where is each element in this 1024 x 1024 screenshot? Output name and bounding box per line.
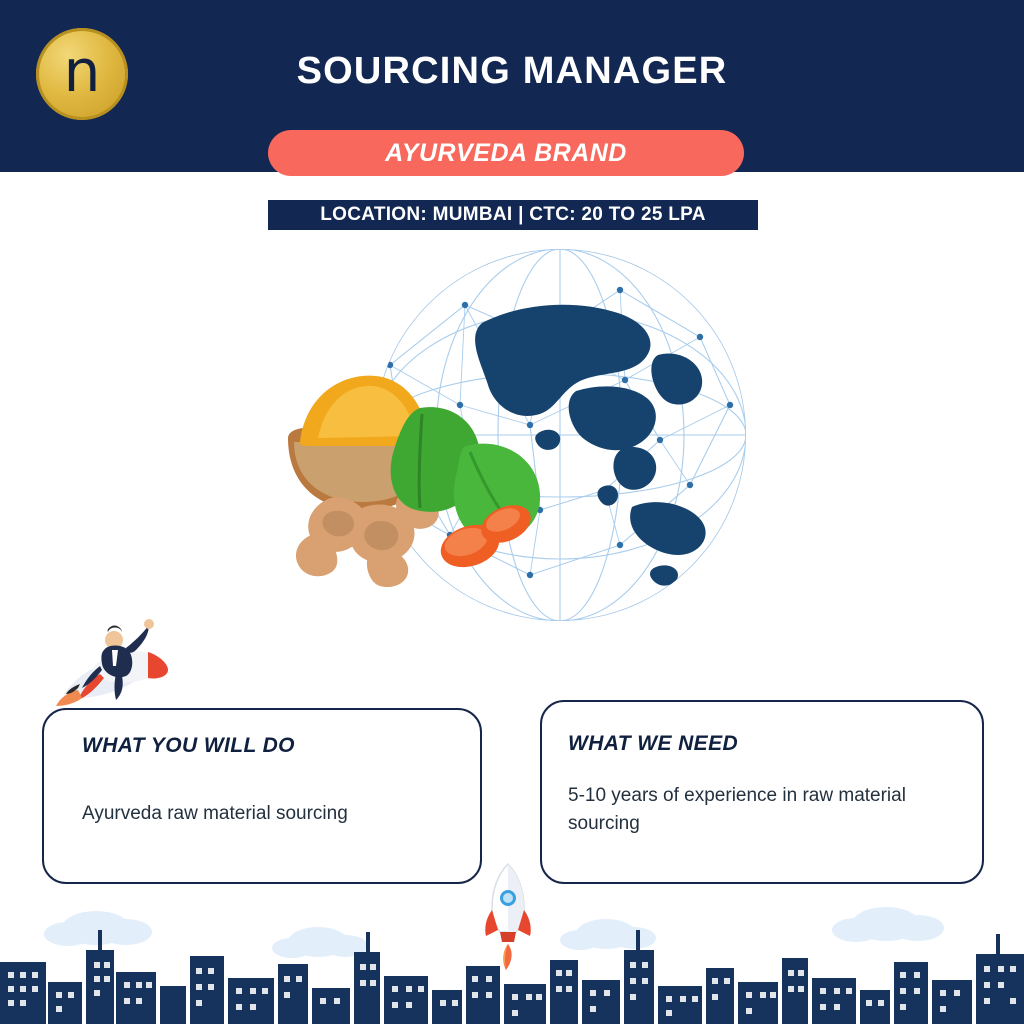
card-what-we-need [540,700,984,884]
page-title: SOURCING MANAGER [296,50,728,92]
card-heading: WHAT WE NEED [568,732,739,755]
card-body: Ayurveda raw material sourcing [82,803,348,824]
brand-badge: AYURVEDA BRAND [268,130,744,176]
clouds-icon [44,907,944,958]
company-logo-letter: n [63,37,101,105]
businessman-on-rocket-icon [52,618,172,708]
location-ctc-bar: LOCATION: MUMBAI | CTC: 20 TO 25 LPA [268,200,758,230]
card-what-you-will-do [42,708,482,884]
card-heading: WHAT YOU WILL DO [82,734,295,757]
card-body: 5-10 years of experience in raw material sourcing [568,785,906,834]
hero-illustration [270,245,750,635]
turmeric-bowl-ginger-icon [270,350,555,595]
city-skyline-icon [0,890,1024,1024]
